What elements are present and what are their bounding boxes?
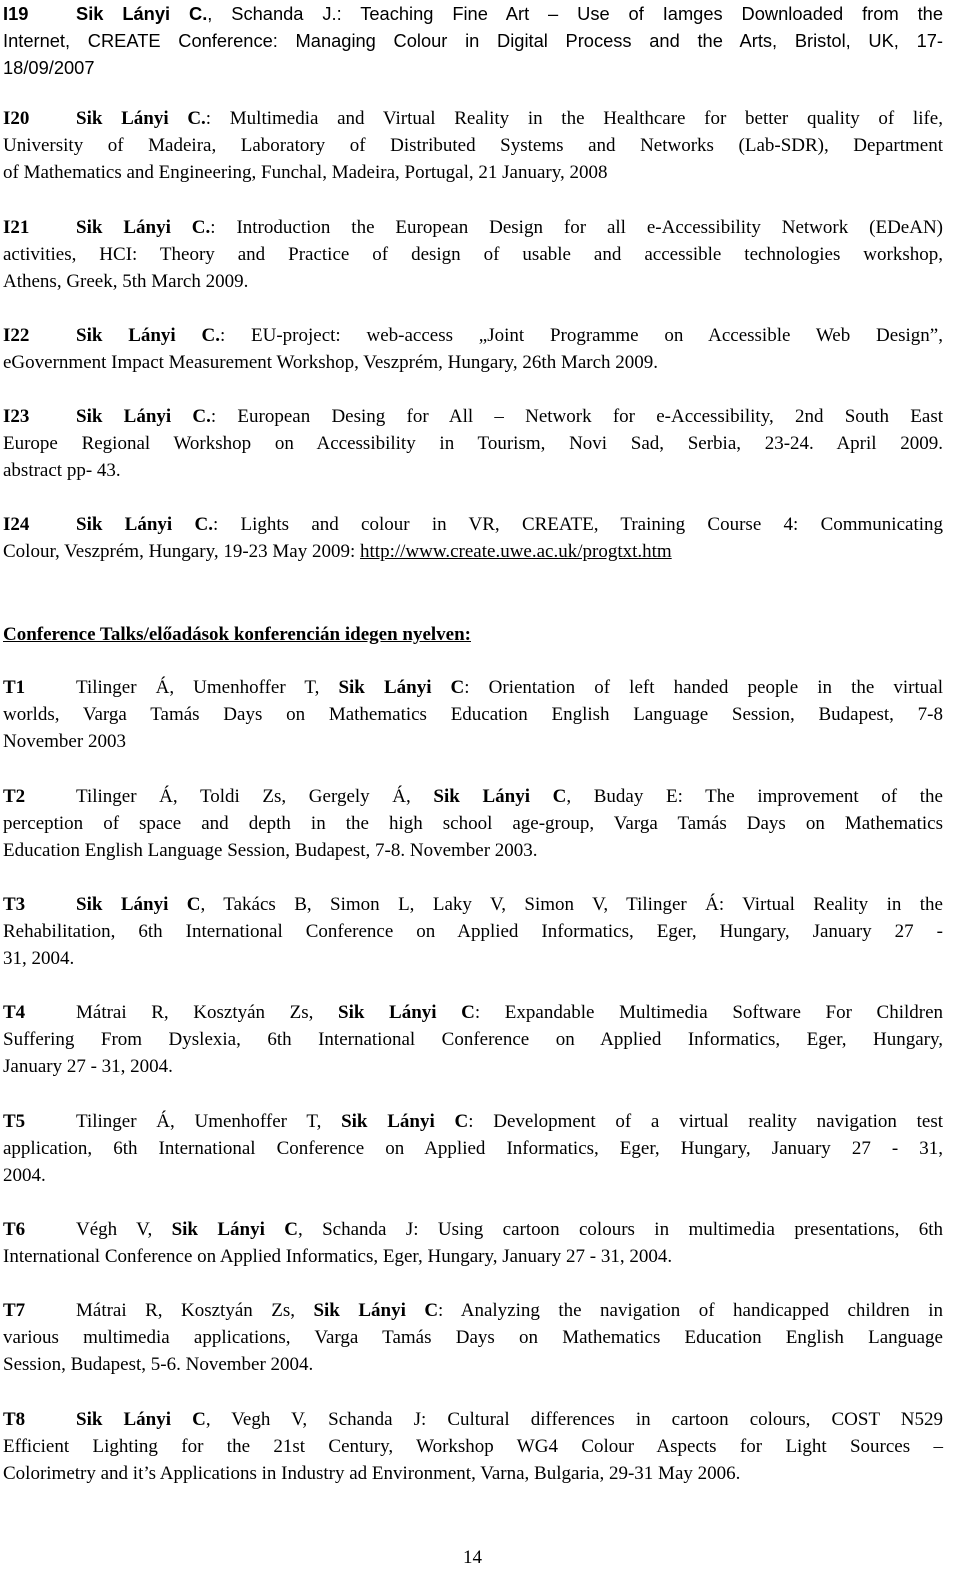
entry-text: International Conference on Applied Informatics, Eger, Hungary, January 27 - 31, 2004. [3,1246,673,1267]
entry-text: : Lights and colour in VR, CREATE, Training Course 4: Communicating [212,514,944,535]
entry-line [3,1324,943,1351]
entry-t1 [3,674,943,755]
entry-code: I19 [3,3,29,24]
entry-text: : Development of a virtual reality navigation test [468,1111,943,1132]
author-name: Sik Lányi C [171,1219,298,1240]
entry-line [3,1351,943,1378]
entry-text: Mátrai R, Kosztyán Zs, [76,1300,314,1321]
entry-text: perception of space and depth in the high school age-group, Varga Tamás Days on Mathematics [3,813,943,834]
entry-text: , Schanda J: Using cartoon colours in multimedia presentations, 6th [297,1219,944,1240]
entry-t7 [3,1297,943,1378]
entry-code: I23 [3,406,30,427]
entry-text: , Vegh V, Schanda J: Cultural differences in cartoon colours, COST N529 [205,1409,943,1430]
entry-text: : Introduction the European Design for all e-Accessibility Network (EDeAN) [210,217,943,238]
entry-line [3,214,943,241]
entry-line [3,511,943,538]
entry-line [3,430,943,457]
entry-text: worlds, Varga Tamás Days on Mathematics Education English Language Session, Budapest, 7-8 [3,704,943,725]
entry-text: , Takács B, Simon L, Laky V, Simon V, Tilinger Á: Virtual Reality in the [200,894,943,915]
author-name: Sik Lányi C. [76,108,206,129]
entry-t2 [3,783,943,864]
entry-line [3,837,943,864]
entry-text: , Schanda J.: Teaching Fine Art – Use of Iamges Downloaded from the [207,3,943,24]
author-name: Sik Lányi C [313,1300,439,1321]
entry-line [3,701,943,728]
entry-t4 [3,999,943,1080]
entry-line [3,322,943,349]
entry-line [3,945,943,972]
entry-line [3,1243,943,1270]
entry-line [3,999,943,1026]
entry-text: , Buday E: The improvement of the [566,786,943,807]
entry-text: eGovernment Impact Measurement Workshop, Veszprém, Hungary, 26th March 2009. [3,352,659,373]
entry-code: I20 [3,108,30,129]
entry-text: abstract pp- 43. [3,460,121,481]
entry-i20 [3,105,943,186]
entry-text: : Orientation of left handed people in the virtual [464,677,943,698]
entry-i24 [3,511,943,565]
entry-text: Tilinger Á, Umenhoffer T, [76,1111,342,1132]
entry-code: T3 [3,894,26,915]
page-number: 14 [463,1547,482,1568]
entry-t5 [3,1108,943,1189]
entry-text: various multimedia applications, Varga Tamás Days on Mathematics Education English Language [3,1327,943,1348]
entry-text: Végh V, [76,1219,172,1240]
entry-text: 31, 2004. [3,948,75,969]
entry-i21 [3,214,943,295]
author-name: Sik Lányi C. [76,325,220,346]
entry-text: : Analyzing the navigation of handicapped children in [438,1300,943,1321]
entry-code: T5 [3,1111,26,1132]
entry-code: T2 [3,786,26,807]
entry-line [3,27,943,54]
entry-text: Suffering From Dyslexia, 6th International Conference on Applied Informatics, Eger, Hungary, [3,1029,943,1050]
entry-line [3,1460,943,1487]
entry-line [3,349,943,376]
entry-line [3,0,943,27]
entry-line [3,1433,943,1460]
section-heading: Conference Talks/előadások konferencián idegen nyelven: [3,624,471,645]
entry-line [3,728,943,755]
author-name: Sik Lányi C [338,677,465,698]
entry-text: University of Madeira, Laboratory of Distributed Systems and Networks (Lab-SDR), Department [3,135,943,156]
entry-line [3,918,943,945]
author-name: Sik Lányi C. [76,217,211,238]
entry-text: Europe Regional Workshop on Accessibility in Tourism, Novi Sad, Serbia, 23-24. April 2009. [3,433,943,454]
entry-text: January 27 - 31, 2004. [3,1056,173,1077]
entry-line [3,1297,943,1324]
entry-code: I24 [3,514,30,535]
entry-line [3,783,943,810]
entry-text: Education English Language Session, Budapest, 7-8. November 2003. [3,840,538,861]
entry-text: Colorimetry and it’s Applications in Industry ad Environment, Varna, Bulgaria, 29-31 May 2006. [3,1463,741,1484]
entry-line [3,403,943,430]
entry-line [3,1135,943,1162]
entry-code: T7 [3,1300,26,1321]
entry-text: : European Desing for All – Network for e-Accessibility, 2nd South East [210,406,943,427]
author-name: Sik Lányi C [76,894,201,915]
entry-text: Colour, Veszprém, Hungary, 19-23 May 2009: [3,541,361,562]
entry-line [3,1026,943,1053]
author-name: Sik Lányi C [433,786,567,807]
entry-text: : Multimedia and Virtual Reality in the Healthcare for better quality of life, [205,108,943,129]
author-name: Sik Lányi C. [76,406,211,427]
author-name: Sik Lányi C. [76,3,208,24]
entry-code: T1 [3,677,26,698]
entry-line [3,1216,943,1243]
entry-text: of Mathematics and Engineering, Funchal, Madeira, Portugal, 21 January, 2008 [3,162,608,183]
author-name: Sik Lányi C [76,1409,206,1430]
entry-t8 [3,1406,943,1487]
entry-i22 [3,322,943,376]
entry-text: activities, HCI: Theory and Practice of design of usable and accessible technologies workshop, [3,244,943,265]
entry-line [3,1406,943,1433]
entry-text: November 2003 [3,731,126,752]
url-link[interactable]: http://www.create.uwe.ac.uk/progtxt.htm [360,541,672,562]
entry-text: Session, Budapest, 5-6. November 2004. [3,1354,314,1375]
entry-text: application, 6th International Conference on Applied Informatics, Eger, Hungary, January 27 - 31, [3,1138,943,1159]
entry-code: I22 [3,325,30,346]
entry-text: Mátrai R, Kosztyán Zs, [76,1002,339,1023]
entry-i19 [3,0,943,81]
entry-t3 [3,891,943,972]
entry-text: Athens, Greek, 5th March 2009. [3,271,249,292]
entry-code: T8 [3,1409,26,1430]
entry-line [3,1108,943,1135]
entry-text: 18/09/2007 [3,57,95,78]
entry-text: 2004. [3,1165,46,1186]
entry-t6 [3,1216,943,1270]
entry-line [3,241,943,268]
entry-code: I21 [3,217,30,238]
entry-text: Tilinger Á, Umenhoffer T, [76,677,339,698]
entry-code: T6 [3,1219,26,1240]
entry-code: T4 [3,1002,26,1023]
entry-i23 [3,403,943,484]
entry-line [3,891,943,918]
entry-line [3,132,943,159]
entry-text: Efficient Lighting for the 21st Century, Workshop WG4 Colour Aspects for Light Sources – [3,1436,943,1457]
author-name: Sik Lányi C [338,1002,475,1023]
entry-text: Internet, CREATE Conference: Managing Colour in Digital Process and the Arts, Bristol, UK, 17- [3,30,943,51]
entry-text: Tilinger Á, Toldi Zs, Gergely Á, [76,786,434,807]
entry-text: : EU-project: web-access „Joint Programme on Accessible Web Design”, [219,325,943,346]
entry-line [3,105,943,132]
entry-text: : Expandable Multimedia Software For Children [474,1002,944,1023]
entry-line [3,1053,943,1080]
author-name: Sik Lányi C. [76,514,213,535]
entry-line [3,1162,943,1189]
entry-line [3,159,943,186]
entry-line [3,538,943,565]
author-name: Sik Lányi C [341,1111,469,1132]
entry-text: Rehabilitation, 6th International Conference on Applied Informatics, Eger, Hungary, January 27 - [3,921,943,942]
entry-line [3,457,943,484]
entry-line [3,810,943,837]
entry-line [3,268,943,295]
entry-line [3,54,943,81]
entry-line [3,674,943,701]
